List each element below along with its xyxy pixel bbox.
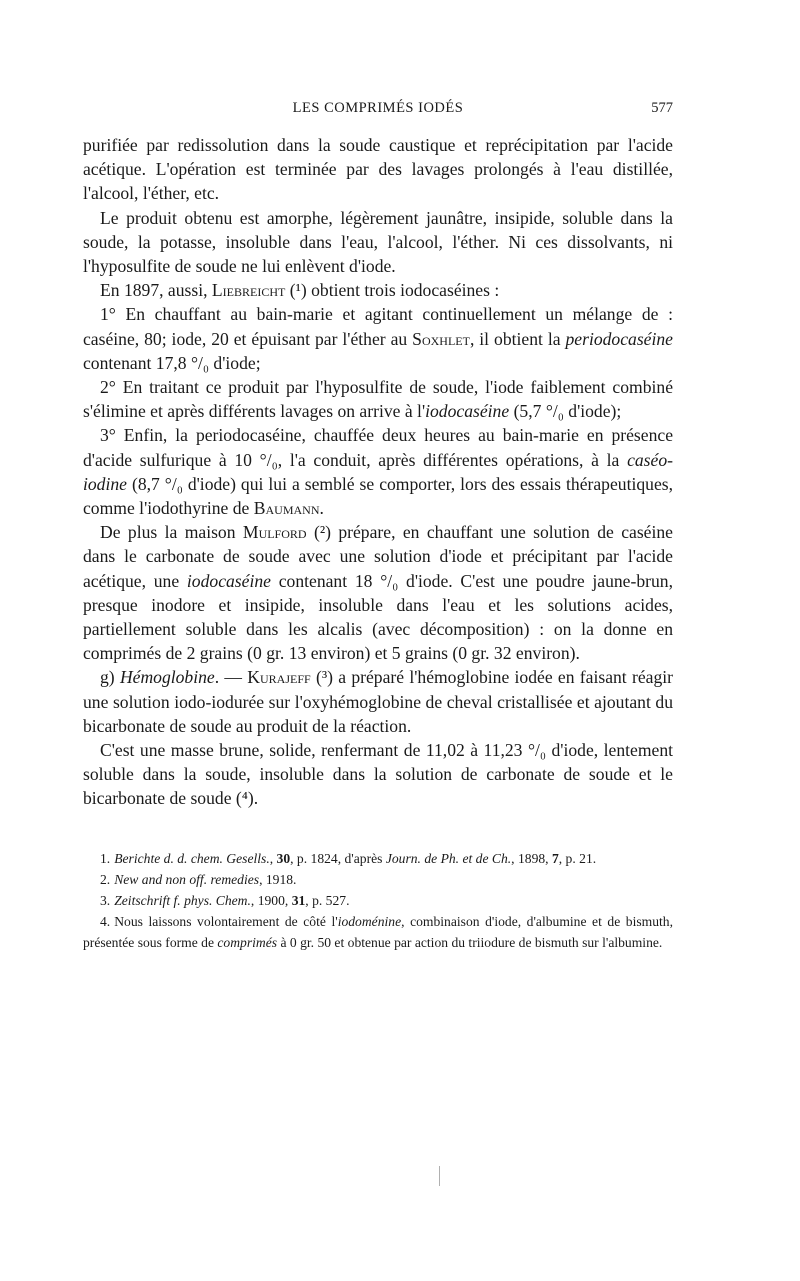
citation-title: New and non off. remedies — [114, 872, 260, 888]
page-number: 577 — [651, 100, 673, 116]
footnote — [83, 911, 673, 953]
text-run: Nous laissons volontairement de côté l' — [114, 914, 338, 930]
paragraph — [83, 302, 673, 375]
text-run: à 0 gr. 50 et obtenue par action du triiodure de bismuth sur l'albumine. — [277, 935, 663, 951]
text-run: , 1898, — [511, 851, 552, 866]
text-run: , p. 21. — [558, 851, 597, 866]
paragraph — [83, 665, 673, 738]
paragraph — [83, 278, 673, 302]
text-run: , p. 527. — [305, 893, 350, 909]
italic-term: periodocaséine — [565, 328, 673, 349]
footnotes — [83, 848, 673, 953]
volume-number: 7 — [551, 851, 559, 866]
paragraph — [83, 520, 673, 665]
citation-title: Berichte d. d. chem. Gesells. — [114, 851, 270, 866]
author-name: Liebreicht — [211, 280, 286, 301]
text-run: , — [269, 851, 277, 866]
footnote — [83, 890, 673, 911]
text-run: , il obtient la — [469, 328, 566, 349]
author-name: Kurajeff — [247, 667, 311, 688]
text-run: , combinaison d'iode, d'albumine et de bismuth, présentée sous forme de — [83, 914, 673, 951]
text-run: (³) a préparé l'hémoglobine iodée en faisant réagir une solution iodo-iodurée sur l'oxyhémoglobine de cheval cristallisée et ajoutant du bicarbonate de soude au produit de la réaction. — [83, 667, 673, 736]
running-header — [83, 100, 673, 124]
footnote-number: 2. — [100, 872, 111, 888]
italic-term: iodocaséine — [425, 401, 510, 422]
text-run: , 1918. — [259, 872, 297, 888]
volume-number: 31 — [291, 893, 306, 909]
text-run: (¹) obtient trois iodocaséines : — [285, 280, 500, 301]
volume-number: 30 — [276, 851, 291, 866]
text-run: 1° En chauffant au bain-marie et agitant continuellement un mélange de : caséine, 80; iode, 20 et épuisant par l'éther au — [83, 304, 673, 349]
paragraph — [83, 423, 673, 520]
italic-term: caséo-iodine — [83, 449, 673, 494]
section-heading: Hémoglobine — [119, 667, 215, 688]
text-run: De plus la maison — [100, 522, 243, 543]
text-run: (5,7 °/₀ d'iode); — [509, 401, 622, 422]
paragraph: purifiée par redissolution dans la soude caustique et reprécipitation par l'acide acétique. L'opération est terminée par des lavages prolongés à l'eau distillée, l'alcool, l'éther, etc. — [83, 135, 673, 204]
text-run: (²) prépare, en chauffant une solution de caséine dans le carbonate de soude avec une solution d'iode et précipitant par l'acide acétique, une — [83, 522, 673, 591]
text-run: 3° Enfin, la periodocaséine, chauffée deux heures au bain-marie en présence d'acide sulfurique à 10 °/₀, l'a conduit, après différentes opérations, à la — [83, 425, 673, 470]
text-run: 2° En traitant ce produit par l'hyposulfite de soude, l'iode faiblement combiné s'élimine et après différents lavages on arrive à l' — [83, 377, 673, 422]
citation-title: Journ. de Ph. et de Ch. — [385, 851, 512, 866]
running-title: LES COMPRIMÉS IODÉS — [292, 100, 464, 116]
footnote — [83, 848, 673, 869]
footnote-number: 4. — [100, 914, 111, 930]
text-run: g) — [100, 667, 120, 688]
text-run: (8,7 °/₀ d'iode) qui lui a semblé se comporter, lors des essais thérapeutiques, comme l'iodothyrine de — [83, 473, 673, 519]
text-run: . — [319, 498, 324, 519]
author-name: Soxhlet — [412, 328, 470, 349]
paragraph: C'est une masse brune, solide, renfermant de 11,02 à 11,23 °/₀ d'iode, lentement soluble dans la soude, insoluble dans la solution de carbonate de soude et le bicarbonate de soude (⁴). — [83, 740, 673, 809]
footnote-number: 1. — [100, 851, 111, 866]
italic-term: iodoménine — [337, 914, 402, 930]
footnote-number: 3. — [100, 893, 111, 909]
paragraph — [83, 375, 673, 423]
footnote — [83, 869, 673, 890]
citation-title: Zeitschrift f. phys. Chem. — [114, 893, 251, 909]
italic-term: comprimés — [217, 935, 278, 951]
text-run: En 1897, aussi, — [100, 280, 212, 301]
text-run: , 1900, — [250, 893, 292, 909]
text-run: contenant 18 °/₀ d'iode. C'est une poudre jaune-brun, presque inodore et insipide, insoluble dans l'eau et les solutions acides, partiellement soluble dans les alcalis (avec décomposition) : on la donne en comprimés de 2 grains (0 gr. 13 environ) et 5 grains (0 gr. 32 environ). — [83, 570, 673, 664]
italic-term: iodocaséine — [186, 570, 271, 591]
text-run: . — — [214, 667, 248, 688]
paragraph: Le produit obtenu est amorphe, légèrement jaunâtre, insipide, soluble dans la soude, la potasse, insoluble dans l'eau, l'alcool, l'éther. Ni ces dissolvants, ni l'hyposulfite de soude ne lui enlèvent d'iode. — [83, 207, 673, 277]
author-name: Mulford — [242, 522, 307, 543]
body-text — [83, 133, 673, 811]
text-run: , p. 1824, d'après — [290, 851, 386, 866]
author-name: Baumann — [253, 498, 320, 519]
scan-mark — [439, 1166, 440, 1186]
text-run: contenant 17,8 °/₀ d'iode; — [83, 352, 261, 373]
